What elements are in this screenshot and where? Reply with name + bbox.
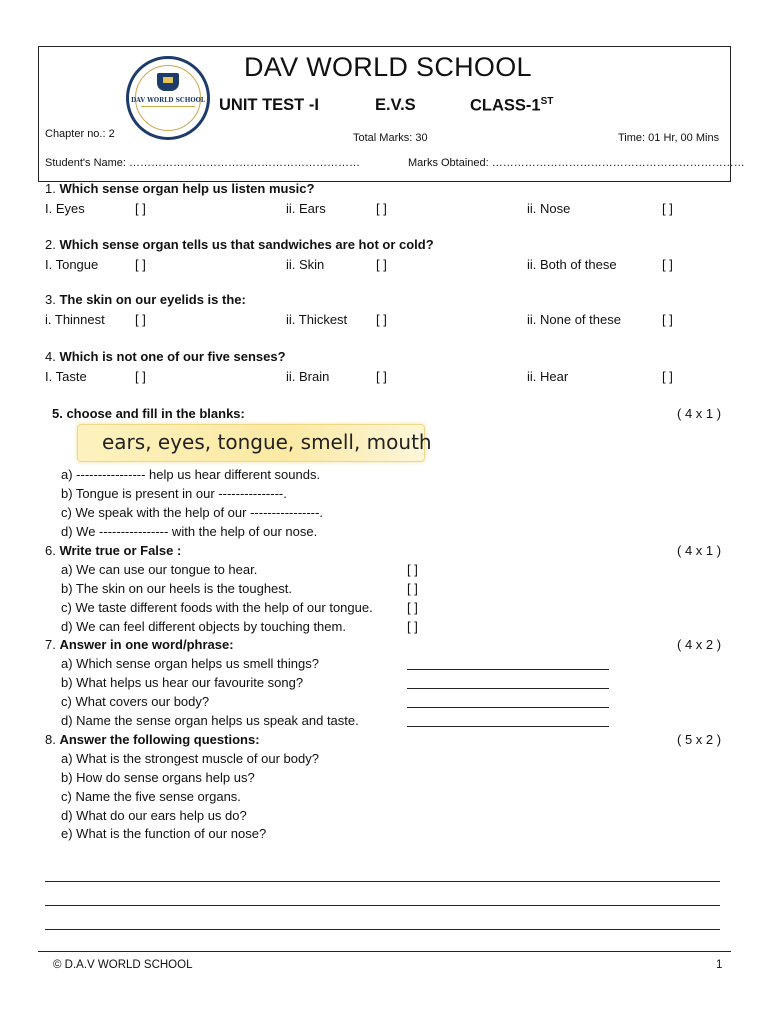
answer-bracket[interactable]: [ ] [407,581,418,596]
option: i. Thinnest [45,312,105,327]
question-number: 7. [45,637,56,652]
option: ii. Hear [527,369,569,384]
answer-writing-line[interactable] [45,929,720,930]
option: ii. Ears [286,201,326,216]
question-number: 3. [45,292,56,307]
question-7-title [45,637,234,652]
footer-rule [38,951,731,952]
answer-bracket[interactable]: [ ] [662,201,673,216]
answer-line[interactable] [407,726,609,727]
class-label [470,96,553,116]
long-answer-item: c) Name the five sense organs. [61,789,241,804]
class-superscript: ST [540,96,554,107]
one-word-item: a) Which sense organ helps us smell things? [61,656,319,671]
question-2 [45,237,434,252]
answer-line[interactable] [407,707,609,708]
answer-bracket[interactable]: [ ] [662,312,673,327]
question-6-title [45,543,181,558]
answer-bracket[interactable]: [ ] [407,619,418,634]
long-answer-item: d) What do our ears help us do? [61,808,247,823]
class-main: CLASS-1 [470,96,541,115]
question-7-marks: ( 4 x 2 ) [677,637,722,652]
question-8-title [45,732,260,747]
fill-blank-item: b) Tongue is present in our ---------------. [61,486,287,501]
one-word-item: b) What helps us hear our favourite song? [61,675,304,690]
answer-bracket[interactable]: [ ] [376,312,387,327]
logo-text: DAV WORLD SCHOOL [130,97,206,104]
option: ii. Skin [286,257,325,272]
answer-line[interactable] [407,688,609,689]
option: ii. Brain [286,369,330,384]
one-word-item: c) What covers our body? [61,694,210,709]
option: ii. None of these [527,312,621,327]
answer-bracket[interactable]: [ ] [135,201,146,216]
true-false-item: a) We can use our tongue to hear. [61,562,258,577]
question-text: Which sense organ help us listen music? [59,181,315,196]
answer-writing-line[interactable] [45,881,720,882]
chapter-no: Chapter no.: 2 [45,128,115,140]
long-answer-item: e) What is the function of our nose? [61,826,267,841]
true-false-item: b) The skin on our heels is the toughest. [61,581,293,596]
true-false-item: c) We taste different foods with the help of our tongue. [61,600,373,615]
subject: E.V.S [375,96,416,114]
question-text: Write true or False : [59,543,182,558]
question-number: 4. [45,349,56,364]
question-8-marks: ( 5 x 2 ) [677,732,722,747]
option: ii. Thickest [286,312,348,327]
question-5-title: 5. choose and fill in the blanks: [52,406,245,421]
question-1 [45,181,314,196]
answer-bracket[interactable]: [ ] [376,201,387,216]
school-logo [126,56,210,140]
fill-blank-item: a) ---------------- help us hear different sounds. [61,467,321,482]
fill-blank-item: c) We speak with the help of our ----------------. [61,505,323,520]
word-box-text: ears, eyes, tongue, smell, mouth [102,430,432,454]
question-text: Which sense organ tells us that sandwiches are hot or cold? [59,237,434,252]
crest-icon [157,73,179,91]
answer-writing-line[interactable] [45,905,720,906]
answer-bracket[interactable]: [ ] [135,257,146,272]
total-marks: Total Marks: 30 [353,132,428,144]
question-number: 2. [45,237,56,252]
answer-bracket[interactable]: [ ] [407,562,418,577]
long-answer-item: a) What is the strongest muscle of our body? [61,751,319,766]
answer-bracket[interactable]: [ ] [407,600,418,615]
footer-copyright: © D.A.V WORLD SCHOOL [53,959,193,971]
option: ii. Both of these [527,257,617,272]
question-5-marks: ( 4 x 1 ) [677,406,722,421]
option: ii. Nose [527,201,571,216]
question-text: Answer the following questions: [59,732,260,747]
page-number: 1 [716,959,723,971]
answer-bracket[interactable]: [ ] [662,257,673,272]
logo-band [141,106,195,107]
answer-bracket[interactable]: [ ] [135,312,146,327]
one-word-item: d) Name the sense organ helps us speak and taste. [61,713,359,728]
question-text: Answer in one word/phrase: [59,637,234,652]
student-name-field: Student's Name: ……………………………………………………… [45,157,361,169]
word-box [77,424,432,462]
question-3 [45,292,246,307]
time-allowed: Time: 01 Hr, 00 Mins [618,132,720,144]
test-name: UNIT TEST -I [219,96,319,114]
option: I. Taste [45,369,87,384]
option: I. Eyes [45,201,85,216]
long-answer-item: b) How do sense organs help us? [61,770,255,785]
question-text: The skin on our eyelids is the: [59,292,246,307]
answer-bracket[interactable]: [ ] [376,257,387,272]
question-number: 1. [45,181,56,196]
question-number: 8. [45,732,56,747]
answer-line[interactable] [407,669,609,670]
question-text: Which is not one of our five senses? [59,349,286,364]
option: I. Tongue [45,257,99,272]
school-name: DAV WORLD SCHOOL [244,52,532,82]
true-false-item: d) We can feel different objects by touching them. [61,619,346,634]
question-6-marks: ( 4 x 1 ) [677,543,722,558]
fill-blank-item: d) We ---------------- with the help of our nose. [61,524,318,539]
question-number: 6. [45,543,56,558]
answer-bracket[interactable]: [ ] [376,369,387,384]
answer-bracket[interactable]: [ ] [135,369,146,384]
question-4 [45,349,286,364]
answer-bracket[interactable]: [ ] [662,369,673,384]
marks-obtained-field: Marks Obtained: …………………………………………………………… [408,157,745,169]
